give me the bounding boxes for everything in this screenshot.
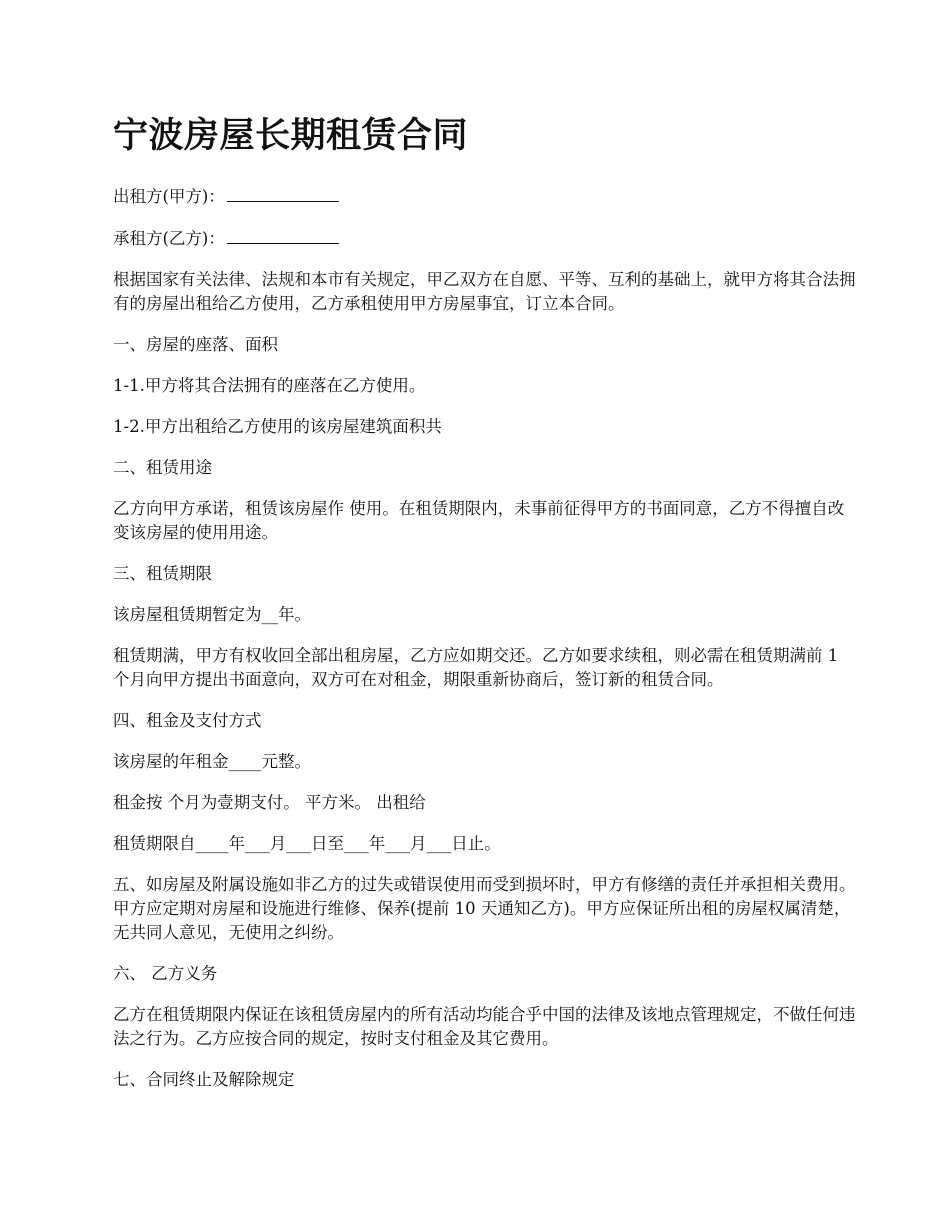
preamble-paragraph: 根据国家有关法律、法规和本市有关规定，甲乙双方在自愿、平等、互利的基础上，就甲方将其合法拥有的房屋出租给乙方使用，乙方承租使用甲方房屋事宜，订立本合同。	[113, 270, 856, 313]
party-b-label: 承租方(乙方)：	[113, 229, 225, 248]
renewal-paragraph: 租赁期满，甲方有权收回全部出租房屋，乙方应如期交还。乙方如要求续租，则必需在租赁期满前 1 个月向甲方提出书面意向，双方可在对租金，期限重新协商后，签订新的租赁合同。	[113, 646, 844, 689]
section-heading-6: 六、 乙方义务	[113, 964, 218, 983]
party-a-label: 出租方(甲方)：	[113, 187, 225, 206]
clause-1-1: 1-1.甲方将其合法拥有的座落在乙方使用。	[113, 376, 426, 395]
party-b-blank	[227, 226, 339, 244]
party-b-line	[113, 226, 858, 251]
usage-paragraph: 乙方向甲方承诺，租赁该房屋作 使用。在租赁期限内，未事前征得甲方的书面同意，乙方不得擅自改变该房屋的使用用途。	[113, 499, 845, 542]
annual-rent-paragraph: 该房屋的年租金____元整。	[113, 752, 311, 771]
document-page	[113, 112, 861, 1109]
section-heading-3: 三、租赁期限	[113, 564, 212, 583]
term-paragraph: 该房屋租赁期暂定为__年。	[113, 605, 311, 624]
section-heading-2: 二、租赁用途	[113, 458, 212, 477]
payment-paragraph: 租金按 个月为壹期支付。 平方米。 出租给	[113, 793, 426, 812]
party-a-blank	[227, 184, 339, 202]
document-title: 宁波房屋长期租赁合同	[113, 116, 469, 156]
section-heading-1: 一、房屋的座落、面积	[113, 335, 278, 354]
obligations-paragraph: 乙方在租赁期限内保证在该租赁房屋内的所有活动均能合乎中国的法律及该地点管理规定，不做任何违法之行为。乙方应按合同的规定，按时支付租金及其它费用。	[113, 1005, 856, 1048]
section-heading-4: 四、租金及支付方式	[113, 711, 262, 730]
lease-period-paragraph: 租赁期限自____年___月___日至___年___月___日止。	[113, 834, 501, 853]
section-heading-7: 七、合同终止及解除规定	[113, 1070, 295, 1089]
clause-1-2: 1-2.甲方出租给乙方使用的该房屋建筑面积共	[113, 417, 442, 436]
section-5-paragraph: 五、如房屋及附属设施如非乙方的过失或错误使用而受到损坏时，甲方有修缮的责任并承担相关费用。 甲方应定期对房屋和设施进行维修、保养(提前 10 天通知乙方)。甲方应保证所出租的房屋权属清楚，无共同人意见，无使用之纠纷。	[113, 875, 861, 942]
party-a-line	[113, 184, 858, 209]
